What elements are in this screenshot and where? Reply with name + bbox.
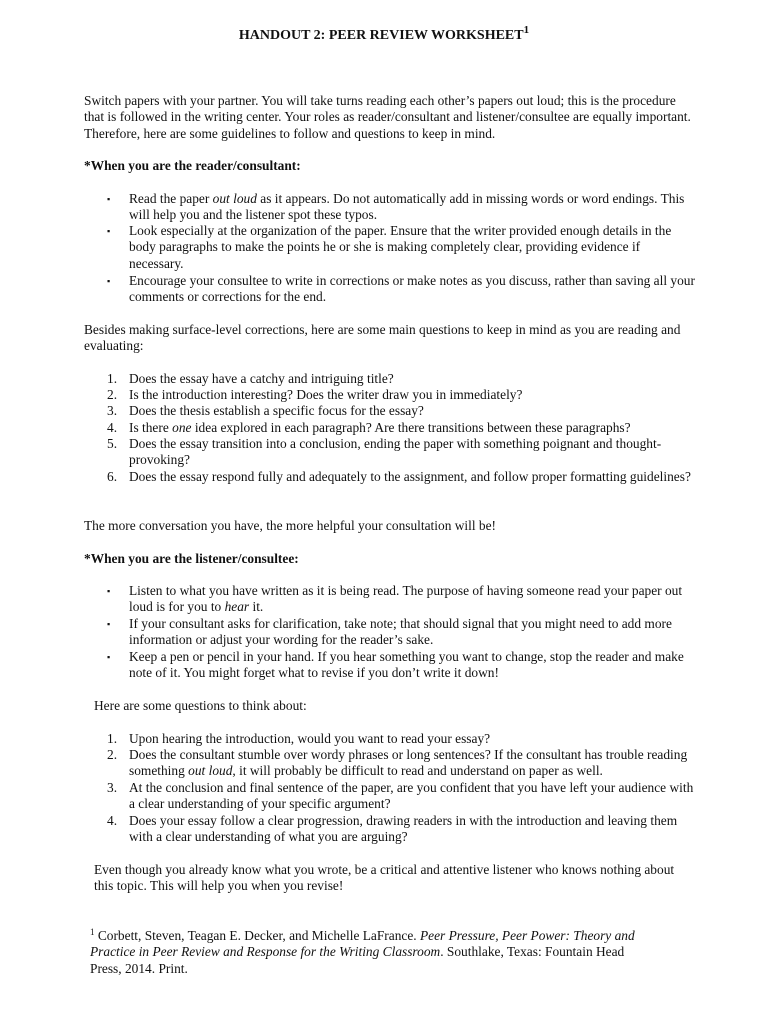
reader-question: 6. Does the essay respond fully and adequately to the assignment, and follow proper formatting guidelines? bbox=[107, 469, 691, 484]
listener-question: 4. Does your essay follow a clear progression, drawing readers in with the introduction and leaving them with a clear understanding of what you are arguing? bbox=[107, 813, 678, 845]
footnote: $^1$ Corbett, Steven, Teagan E. Decker, and Michelle LaFrance. Peer Pressure, Peer Power: Theory and Practice in Peer Review and Response for the Writing Classroom. Southlake, Texas: Fountain Head Press, 2014. Print. bbox=[90, 927, 635, 976]
page-title: HANDOUT 2: PEER REVIEW WORKSHEET$^1$ bbox=[238, 24, 530, 43]
question-number: 6. bbox=[107, 469, 118, 484]
listener-bullet: ▪ If your consultant asks for clarification, take note; that should signal that you might need to add more information or adjust your wording for the reader’s sake. bbox=[107, 616, 672, 648]
listener-heading: *When you are the listener/consultee: bbox=[84, 551, 299, 566]
bullet-marker: ▪ bbox=[107, 652, 111, 662]
reader-question: 1. Does the essay have a catchy and intriguing title? bbox=[107, 371, 394, 386]
question-number: 2. bbox=[107, 387, 118, 402]
bullet-marker: ▪ bbox=[107, 226, 111, 236]
reader-closing: The more conversation you have, the more helpful your consultation will be! bbox=[84, 518, 497, 533]
reader-bullet: ▪ Read the paper out loud as it appears. Do not automatically add in missing words or word endings. This will help you and the listener spot these typos. bbox=[107, 191, 685, 223]
reader-bullet: ▪ Encourage your consultee to write in corrections or make notes as you discuss, rather than saving all your comments or corrections for the end. bbox=[107, 273, 695, 305]
bullet-marker: ▪ bbox=[107, 619, 111, 629]
bullet-marker: ▪ bbox=[107, 276, 111, 286]
listener-question: 2. Does the consultant stumble over wordy phrases or long sentences? If the consultant has trouble reading something out loud, it will probably be difficult to read and understand on paper as well. bbox=[107, 747, 688, 779]
question-number: 5. bbox=[107, 436, 118, 451]
reader-heading: *When you are the reader/consultant: bbox=[84, 158, 301, 173]
bullet-marker: ▪ bbox=[107, 194, 111, 204]
listener-closing: Even though you already know what you wrote, be a critical and attentive listener who knows nothing about this topic. This will help you when you revise! bbox=[94, 862, 675, 894]
listener-question: 3. At the conclusion and final sentence of the paper, are you confident that you have left your audience with a clear understanding of your specific argument? bbox=[107, 780, 694, 812]
footnote-ref: 1 bbox=[523, 24, 530, 36]
reader-question: 5. Does the essay transition into a conclusion, ending the paper with something poignant and thought-provoking? bbox=[107, 436, 662, 468]
question-number: 2. bbox=[107, 747, 118, 762]
question-number: 4. bbox=[107, 420, 118, 435]
listener-question: 1. Upon hearing the introduction, would you want to read your essay? bbox=[107, 731, 491, 746]
reader-question: 2. Is the introduction interesting? Does the writer draw you in immediately? bbox=[107, 387, 523, 402]
intro-paragraph: Switch papers with your partner. You will take turns reading each other’s papers out loud; this is the procedure that is followed in the writing center. Your roles as reader/consultant and listener/consultee are equally important. Therefore, here are some guidelines to follow and questions to keep in mind. bbox=[84, 93, 691, 141]
reader-bullet: ▪ Look especially at the organization of the paper. Ensure that the writer provided enough details in the body paragraphs to make the points he or she is making completely clear, providing evidence if necessary. bbox=[107, 223, 672, 271]
question-number: 4. bbox=[107, 813, 118, 828]
reader-question: 3. Does the thesis establish a specific focus for the essay? bbox=[107, 403, 424, 418]
question-number: 3. bbox=[107, 403, 118, 418]
bullet-marker: ▪ bbox=[107, 586, 111, 596]
reader-questions-intro: Besides making surface-level corrections, here are some main questions to keep in mind as you are reading and evaluating: bbox=[84, 322, 681, 354]
question-number: 1. bbox=[107, 371, 118, 386]
question-number: 1. bbox=[107, 731, 118, 746]
footnote-number: 1 bbox=[90, 927, 95, 937]
listener-bullet: ▪ Keep a pen or pencil in your hand. If you hear something you want to change, stop the reader and make note of it. You might forget what to revise if you don’t write it down! bbox=[107, 649, 684, 681]
footnote-book-title: Peer Pressure, Peer Power: Theory and Practice in Peer Review and Response for the Writing Classroom bbox=[90, 928, 635, 960]
reader-question: 4. Is there one idea explored in each paragraph? Are there transitions between these paragraphs? bbox=[107, 420, 631, 435]
listener-questions-intro: Here are some questions to think about: bbox=[94, 698, 307, 713]
question-number: 3. bbox=[107, 780, 118, 795]
listener-bullet: ▪ Listen to what you have written as it is being read. The purpose of having someone read your paper out loud is for you to hear it. bbox=[107, 583, 683, 615]
